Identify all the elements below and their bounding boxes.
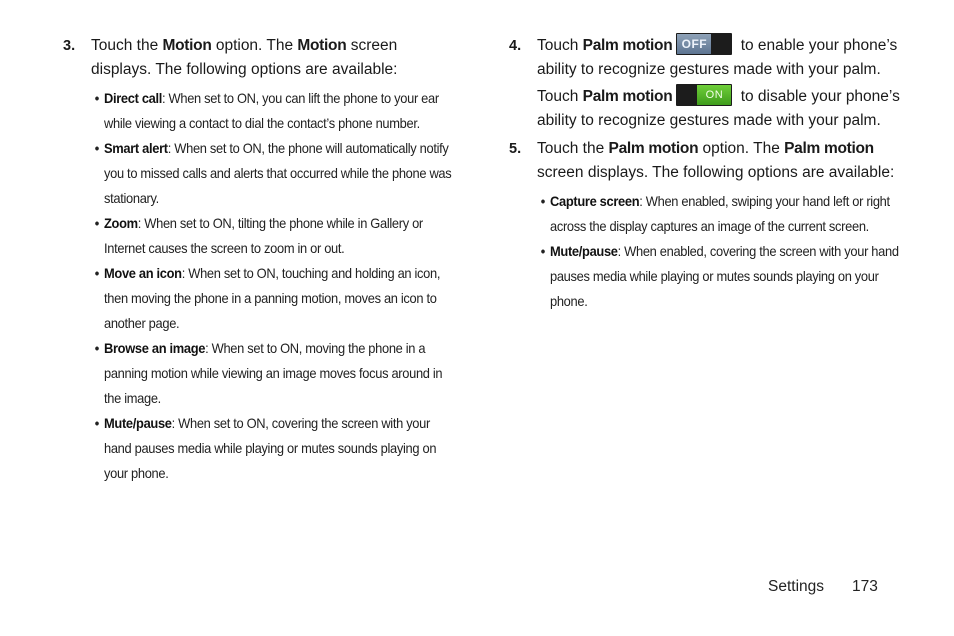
option-desc: : When set to ON, tilting the phone while in Gallery or Internet causes the screen to zoom in or out. xyxy=(104,215,423,256)
palm-motion-term: Palm motion xyxy=(582,88,673,105)
option-desc: : When set to ON, you can lift the phone to your ear while viewing a contact to dial the contact’s phone number. xyxy=(104,90,439,131)
step-text: screen displays. The following options are available: xyxy=(537,164,895,181)
step-text: to enable your phone’s ability to recognize gestures made with your palm. xyxy=(537,37,898,78)
option-browse-an-image: • Browse an image: When set to ON, moving the phone in a panning motion while viewing an image moves focus around in the image. xyxy=(94,340,443,406)
toggle-off-label: OFF xyxy=(677,34,711,54)
option-term: Browse an image xyxy=(104,340,206,356)
palm-motion-on-toggle-icon xyxy=(676,84,732,106)
step-text: to disable your phone’s ability to recognize gestures made with your palm. xyxy=(537,88,900,129)
option-desc: : When enabled, covering the screen with your hand pauses media while playing or mutes sounds playing on your phone. xyxy=(550,243,899,309)
option-mute-pause: • Mute/pause: When set to ON, covering the screen with your hand pauses media while playing or mutes sounds playing on your phone. xyxy=(94,415,437,481)
option-desc: : When enabled, swiping your hand left or right across the display captures an image of the current screen. xyxy=(550,193,890,234)
palm-motion-term: Palm motion xyxy=(608,140,699,157)
step-4 xyxy=(509,34,901,133)
section-name: Settings xyxy=(768,578,825,595)
step-5 xyxy=(509,137,901,185)
motion-options-list xyxy=(63,86,455,486)
page-number: 173 xyxy=(852,578,878,595)
step-text: Touch the xyxy=(537,140,609,157)
option-term: Move an icon xyxy=(104,265,182,281)
option-move-an-icon: • Move an icon: When set to ON, touching and holding an icon, then moving the phone in a panning motion, moves an icon to another page. xyxy=(94,265,441,331)
option-term: Capture screen xyxy=(550,193,640,209)
step-number: 5. xyxy=(509,141,522,157)
option-smart-alert: • Smart alert: When set to ON, the phone will automatically notify you to missed calls and alerts that occurred while the phone was stationary. xyxy=(94,140,452,206)
option-desc: : When set to ON, covering the screen with your hand pauses media while playing or mutes sounds playing on your phone. xyxy=(104,415,437,481)
step-text: Touch xyxy=(537,88,583,105)
option-direct-call: • Direct call: When set to ON, you can lift the phone to your ear while viewing a contact to dial the contact’s phone number. xyxy=(94,90,439,131)
step-text: Touch the xyxy=(91,37,163,54)
toggle-on-label: ON xyxy=(697,85,731,105)
right-column xyxy=(509,34,901,314)
option-term: Direct call xyxy=(104,90,163,106)
option-desc: : When set to ON, touching and holding an icon, then moving the phone in a panning motion, moves an icon to another page. xyxy=(104,265,441,331)
step-text: option. The xyxy=(698,140,785,157)
option-term: Zoom xyxy=(104,215,138,231)
option-zoom: • Zoom: When set to ON, tilting the phone while in Gallery or Internet causes the screen to zoom in or out. xyxy=(94,215,423,256)
step-3 xyxy=(63,34,455,82)
step-text: option. The xyxy=(211,37,298,54)
motion-term: Motion xyxy=(162,37,212,54)
option-term: Smart alert xyxy=(104,140,168,156)
palm-motion-term: Palm motion xyxy=(784,140,874,157)
page-footer xyxy=(768,578,878,596)
step-number: 3. xyxy=(63,38,76,54)
palm-motion-term: Palm motion xyxy=(582,37,673,54)
motion-term: Motion xyxy=(297,37,347,54)
palm-motion-options-list xyxy=(509,189,901,314)
option-mute-pause: • Mute/pause: When enabled, covering the screen with your hand pauses media while playing or mutes sounds playing on your phone. xyxy=(540,243,899,309)
option-term: Mute/pause xyxy=(104,415,172,431)
left-column xyxy=(63,34,455,486)
option-desc: : When set to ON, moving the phone in a panning motion while viewing an image moves focus around in the image. xyxy=(104,340,443,406)
step-text: Touch xyxy=(537,37,583,54)
palm-motion-off-toggle-icon xyxy=(676,33,732,55)
option-desc: : When set to ON, the phone will automatically notify you to missed calls and alerts that occurred while the phone was stationary. xyxy=(104,140,452,206)
step-number: 4. xyxy=(509,38,522,54)
step-text: screen displays. The following options are available: xyxy=(91,37,398,78)
option-capture-screen: • Capture screen: When enabled, swiping your hand left or right across the display captures an image of the current screen. xyxy=(540,193,890,234)
option-term: Mute/pause xyxy=(550,243,618,259)
